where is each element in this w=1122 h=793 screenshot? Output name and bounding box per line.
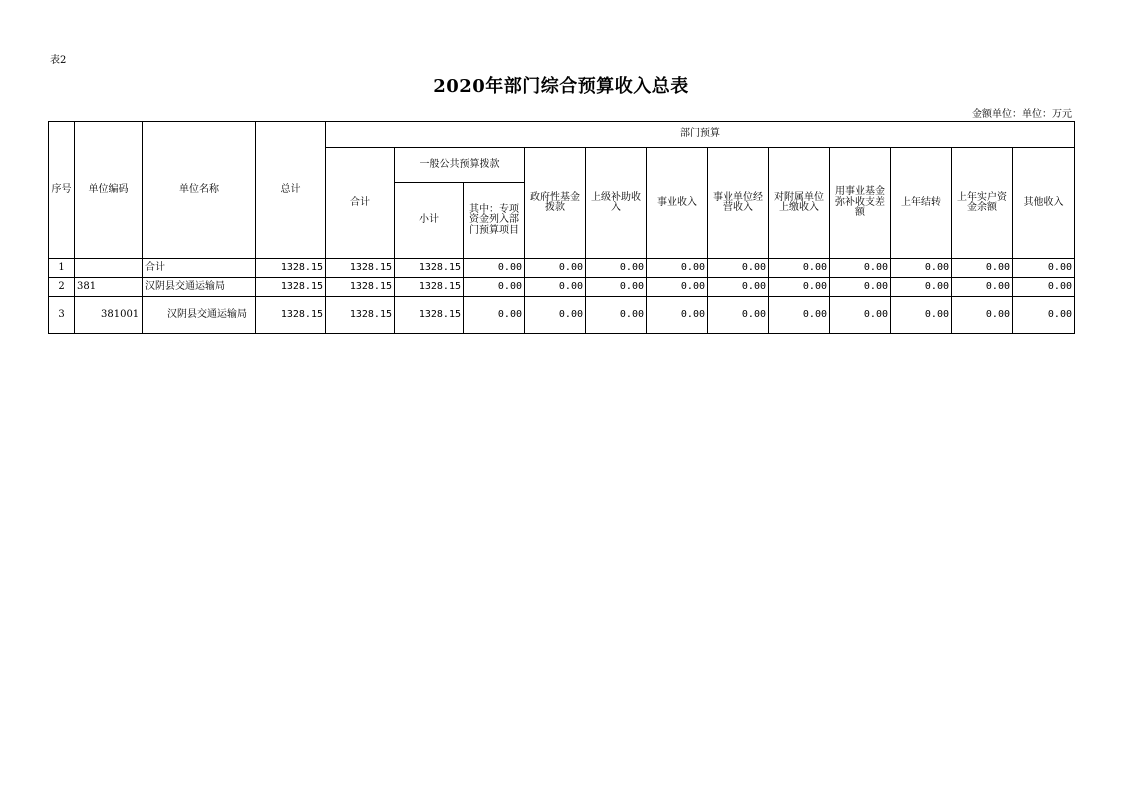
cell-gov-fund: 0.00 — [525, 278, 586, 297]
cell-superior: 0.00 — [586, 259, 647, 278]
cell-subtotal: 1328.15 — [395, 259, 464, 278]
budget-income-table — [48, 121, 1075, 334]
header-other-income: 其他收入 — [1013, 148, 1075, 259]
table-row — [49, 278, 1075, 297]
header-business-operation: 事业单位经营收入 — [708, 148, 769, 259]
header-fund-gap: 用事业基金弥补收支差额 — [830, 148, 891, 259]
cell-affiliated: 0.00 — [769, 259, 830, 278]
cell-code: 381001 — [75, 297, 143, 334]
cell-balance: 0.00 — [952, 278, 1013, 297]
cell-code — [75, 259, 143, 278]
cell-fund-gap: 0.00 — [830, 278, 891, 297]
cell-affiliated: 0.00 — [769, 278, 830, 297]
cell-other: 0.00 — [1013, 278, 1075, 297]
cell-seq: 2 — [49, 278, 75, 297]
cell-fund-gap: 0.00 — [830, 297, 891, 334]
cell-total: 1328.15 — [256, 259, 326, 278]
header-subtotal-all: 合计 — [326, 148, 395, 259]
cell-seq: 1 — [49, 259, 75, 278]
header-subtotal: 小计 — [395, 183, 464, 259]
cell-carryover: 0.00 — [891, 278, 952, 297]
cell-operation: 0.00 — [708, 259, 769, 278]
table-row — [49, 297, 1075, 334]
cell-superior: 0.00 — [586, 278, 647, 297]
cell-gov-fund: 0.00 — [525, 297, 586, 334]
cell-other: 0.00 — [1013, 297, 1075, 334]
cell-sum: 1328.15 — [326, 278, 395, 297]
header-superior-subsidy: 上级补助收入 — [586, 148, 647, 259]
cell-subtotal: 1328.15 — [395, 278, 464, 297]
cell-special: 0.00 — [464, 297, 525, 334]
table-row — [49, 259, 1075, 278]
header-account-balance: 上年实户资金余额 — [952, 148, 1013, 259]
header-unit-name: 单位名称 — [143, 122, 256, 259]
cell-balance: 0.00 — [952, 297, 1013, 334]
header-general-public: 一般公共预算拨款 — [395, 148, 525, 183]
sheet-label: 表2 — [50, 55, 67, 66]
cell-name: 汉阴县交通运输局 — [143, 278, 256, 297]
cell-carryover: 0.00 — [891, 297, 952, 334]
cell-name: 汉阴县交通运输局 — [143, 297, 256, 334]
cell-total: 1328.15 — [256, 278, 326, 297]
header-unit-code: 单位编码 — [75, 122, 143, 259]
header-gov-fund: 政府性基金拨款 — [525, 148, 586, 259]
cell-name: 合计 — [143, 259, 256, 278]
cell-carryover: 0.00 — [891, 259, 952, 278]
cell-business: 0.00 — [647, 259, 708, 278]
cell-total: 1328.15 — [256, 297, 326, 334]
cell-other: 0.00 — [1013, 259, 1075, 278]
cell-business: 0.00 — [647, 297, 708, 334]
unit-note: 金额单位：单位：万元 — [972, 109, 1072, 120]
header-business-income: 事业收入 — [647, 148, 708, 259]
cell-seq: 3 — [49, 297, 75, 334]
cell-affiliated: 0.00 — [769, 297, 830, 334]
cell-business: 0.00 — [647, 278, 708, 297]
cell-fund-gap: 0.00 — [830, 259, 891, 278]
cell-gov-fund: 0.00 — [525, 259, 586, 278]
cell-code: 381 — [75, 278, 143, 297]
cell-sum: 1328.15 — [326, 259, 395, 278]
header-seq: 序号 — [49, 122, 75, 259]
cell-operation: 0.00 — [708, 278, 769, 297]
header-affiliated-turnover: 对附属单位上缴收入 — [769, 148, 830, 259]
cell-subtotal: 1328.15 — [395, 297, 464, 334]
page-title: 2020年部门综合预算收入总表 — [433, 76, 689, 97]
cell-sum: 1328.15 — [326, 297, 395, 334]
cell-special: 0.00 — [464, 259, 525, 278]
header-carryover: 上年结转 — [891, 148, 952, 259]
cell-superior: 0.00 — [586, 297, 647, 334]
header-total: 总计 — [256, 122, 326, 259]
header-dept-budget: 部门预算 — [326, 122, 1075, 148]
cell-operation: 0.00 — [708, 297, 769, 334]
header-special-funds: 其中：专项资金列入部门预算项目 — [464, 183, 525, 259]
cell-balance: 0.00 — [952, 259, 1013, 278]
cell-special: 0.00 — [464, 278, 525, 297]
